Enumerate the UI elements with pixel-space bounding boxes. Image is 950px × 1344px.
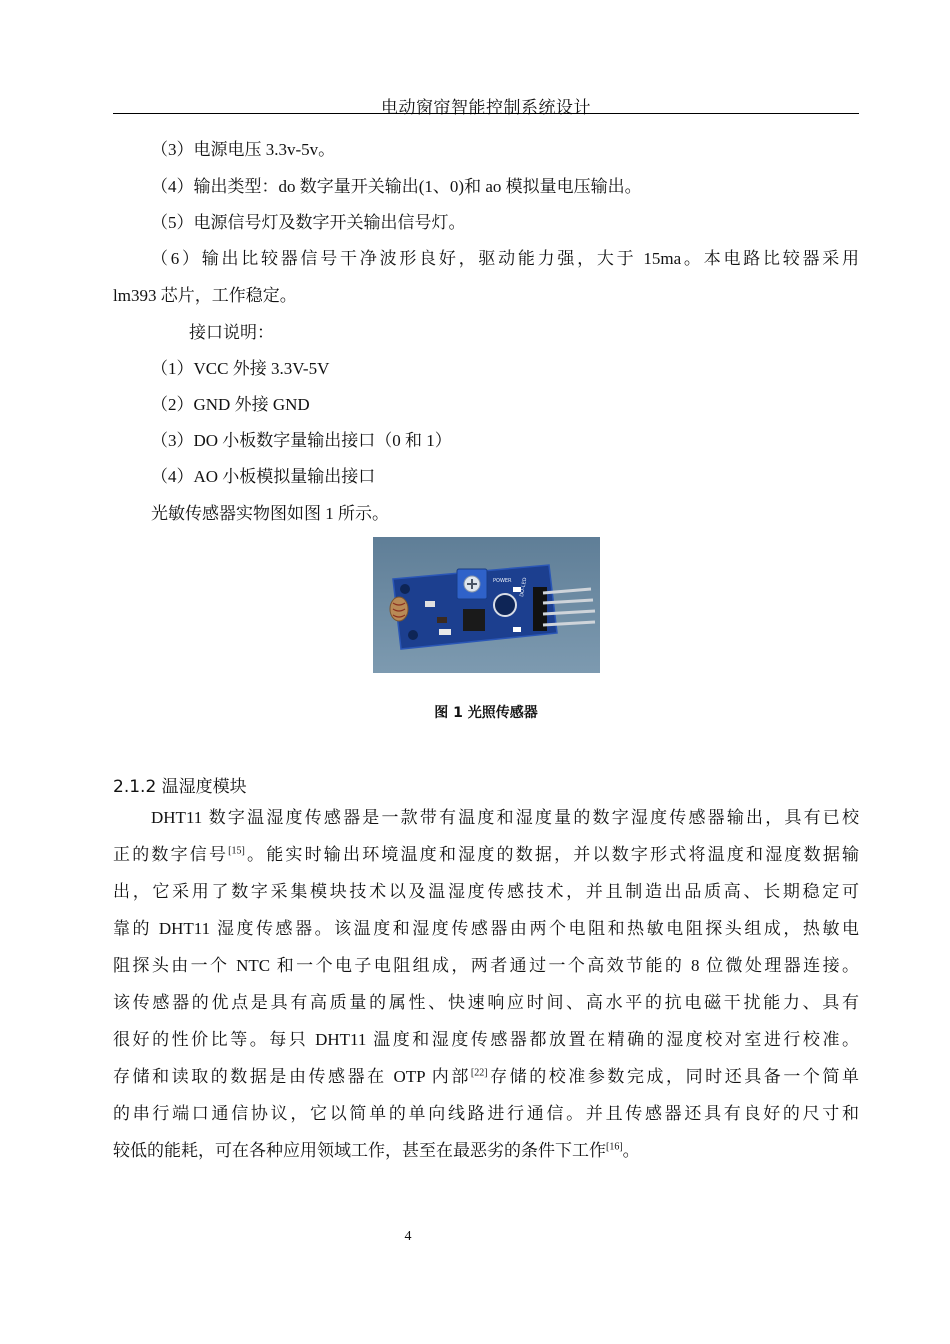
paragraph-line: 存储和读取的数据是由传感器在 OTP 内部[22]存储的校准参数完成，同时还具备一个简单 xyxy=(113,1067,860,1086)
figure-reference: 光敏传感器实物图如图 1 所示。 xyxy=(151,504,389,523)
paragraph-line: 出，它采用了数字采集模块技术以及温湿度传感技术，并且制造出品质高、长期稳定可 xyxy=(113,882,859,901)
page-header-title: 电动窗帘智能控制系统设计 xyxy=(381,98,591,117)
board-label: DO-LED xyxy=(519,577,529,598)
interface-item: （2）GND 外接 GND xyxy=(151,395,310,414)
paragraph-line: 很好的性价比等。每只 DHT11 温度和湿度传感器都放置在精确的湿度校对室进行校准。 xyxy=(113,1030,859,1049)
page-number: 4 xyxy=(404,1229,412,1244)
figure-caption: 图 1 光照传感器 xyxy=(434,705,538,721)
feature-line: （5）电源信号灯及数字开关输出信号灯。 xyxy=(151,213,466,232)
interface-item: （4）AO 小板模拟量输出接口 xyxy=(151,467,376,486)
board-label: POWER xyxy=(493,578,512,584)
paragraph-line: 阻探头由一个 NTC 和一个电子电阻组成，两者通过一个高效节能的 8 位微处理器连接。 xyxy=(113,956,859,975)
paragraph-line: 正的数字信号[15]。能实时输出环境温度和湿度的数据，并以数字形式将温度和湿度数据输 xyxy=(113,845,860,864)
section-title: 2.1.2 温湿度模块 xyxy=(113,777,247,797)
led-indicator xyxy=(513,627,521,632)
citation: [16] xyxy=(606,1141,623,1153)
feature-line: lm393 芯片，工作稳定。 xyxy=(113,286,297,305)
paragraph-line: 较低的能耗，可在各种应用领域工作，甚至在最恶劣的条件下工作[16]。 xyxy=(113,1141,640,1160)
paragraph-line: 的串行端口通信协议，它以简单的单向线路进行通信。并且传感器还具有良好的尺寸和 xyxy=(113,1104,859,1123)
interface-heading: 接口说明： xyxy=(189,323,274,342)
interface-item: （3）DO 小板数字量输出接口（0 和 1） xyxy=(151,431,452,450)
smd-component xyxy=(437,617,447,623)
sensor-photo xyxy=(373,537,600,673)
smd-component xyxy=(439,629,451,635)
paragraph-line: 该传感器的优点是具有高质量的属性、快速响应时间、高水平的抗电磁干扰能力、具有 xyxy=(113,993,859,1012)
header-rule xyxy=(113,113,859,114)
mount-hole xyxy=(400,584,410,594)
feature-line: （3）电源电压 3.3v-5v。 xyxy=(151,140,336,159)
paragraph-line: 靠的 DHT11 湿度传感器。该温度和湿度传感器由两个电阻和热敏电阻探头组成，热敏电 xyxy=(113,919,859,938)
smd-component xyxy=(425,601,435,607)
mount-hole xyxy=(408,630,418,640)
citation: [15] xyxy=(228,845,245,857)
comparator-chip xyxy=(463,609,485,631)
feature-line: （6）输出比较器信号干净波形良好，驱动能力强，大于 15ma。本电路比较器采用 xyxy=(151,249,859,268)
interface-item: （1）VCC 外接 3.3V-5V xyxy=(151,359,330,378)
paragraph-line: DHT11 数字温湿度传感器是一款带有温度和湿度量的数字湿度传感器输出，具有已校 xyxy=(151,808,859,827)
mount-hole-large xyxy=(494,594,516,616)
citation: [22] xyxy=(470,1067,488,1079)
feature-line: （4）输出类型：do 数字量开关输出(1、0)和 ao 模拟量电压输出。 xyxy=(151,177,642,196)
